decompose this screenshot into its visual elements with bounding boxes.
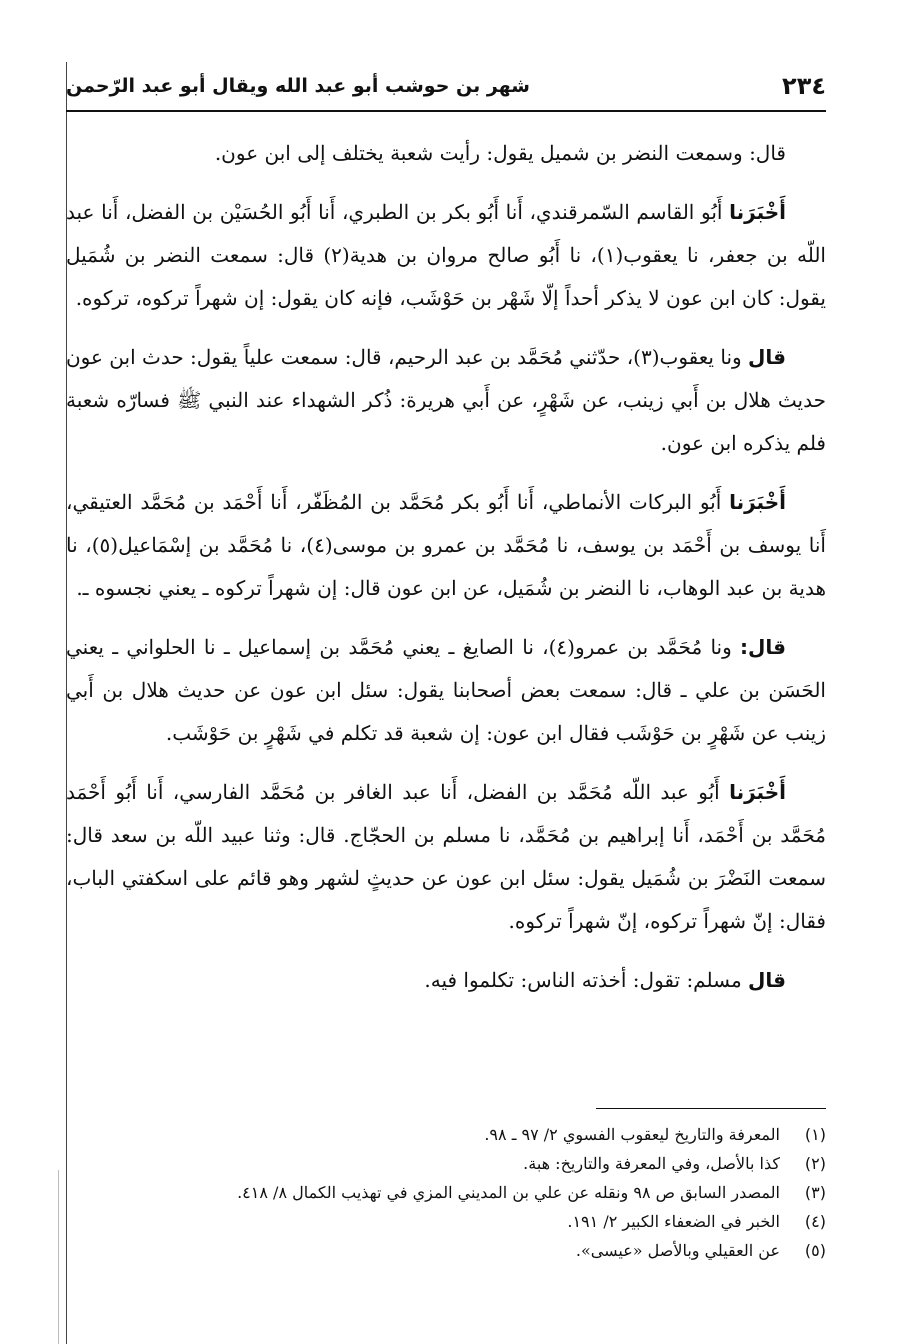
- paragraph-7: [66, 959, 826, 1002]
- page-number: ٢٣٤: [782, 72, 826, 100]
- footnote-number: (٥): [804, 1241, 826, 1260]
- paragraph-text: مسلم: تقول: أخذته الناس: تكلموا فيه.: [424, 968, 749, 992]
- footnote-rule: [596, 1108, 826, 1109]
- paragraph-text: قال: وسمعت النضر بن شميل يقول: رأيت شعبة يختلف إلى ابن عون.: [214, 141, 786, 165]
- running-title: شهر بن حوشب أبو عبد الله ويقال أبو عبد الرّحمن: [66, 75, 530, 97]
- paragraph-text: أَبُو البركات الأنماطي، أَنا أَبُو بكر مُحَمَّد بن المُظَفّر، أَنا أَحْمَد بن مُحَمَّد العتيقي، أَنا يوسف بن أَحْمَد بن يوسف، نا مُحَمَّد بن عمرو بن موسى(٤)، نا مُحَمَّد بن إسْمَاعيل(٥)، نا هدية بن عبد الوهاب، نا النضر بن شُمَيل، عن ابن عون قال: إن شهراً تركوه ـ يعني نجسوه ـ.: [66, 490, 826, 600]
- footnote-text: الخبر في الضعفاء الكبير ٢/ ١٩١.: [567, 1212, 780, 1231]
- paragraph-text: أَبُو عبد اللّه مُحَمَّد بن الفضل، أَنا عبد الغافر بن مُحَمَّد الفارسي، أَنا أَبُو أَحْمَد مُحَمَّد بن أَحْمَد، أَنا إبراهيم بن مُحَمَّد، نا مسلم بن الحجّاج. قال: وثنا عبيد اللّه بن سعد قال: سمعت النَضْرَ بن شُمَيل يقول: سئل ابن عون عن حديثٍ لشهر وهو قائم على اسكفتي الباب، فقال: إنّ شهراً تركوه، إنّ شهراً تركوه.: [66, 780, 826, 933]
- footnote-number: (٣): [804, 1183, 826, 1202]
- paragraph-text: ونا يعقوب(٣)، حدّثني مُحَمَّد بن عبد الرحيم، قال: سمعت علياً يقول: حدث ابن عون حديث هلال بن أَبي زينب، عن شَهْرٍ، عن أَبي هريرة: ذُكر الشهداء عند النبي ﷺ فسارّه شعبة فلم يذكره ابن عون.: [65, 345, 826, 455]
- paragraph-lead: أَخْبَرَنا: [729, 490, 786, 514]
- footnote-4: [66, 1207, 826, 1236]
- footnote-1: [66, 1120, 826, 1149]
- footnote-text: عن العقيلي وبالأصل «عيسى».: [575, 1241, 780, 1260]
- header-rule: [66, 110, 826, 112]
- page-header: [66, 66, 826, 106]
- paragraph-lead: قال: [748, 968, 786, 992]
- footnote-text: المعرفة والتاريخ ليعقوب الفسوي ٢/ ٩٧ ـ ٩٨.: [484, 1125, 780, 1144]
- footnote-3: [66, 1178, 826, 1207]
- paragraph-lead: قال: [748, 345, 786, 369]
- footnote-number: (١): [804, 1125, 826, 1144]
- paragraph-2: [66, 191, 826, 320]
- paragraph-lead: أَخْبَرَنا: [729, 200, 787, 224]
- footnote-2: [66, 1149, 826, 1178]
- footnote-number: (٤): [804, 1212, 826, 1231]
- paragraph-3: [66, 336, 826, 465]
- paragraph-6: [66, 771, 826, 943]
- footnote-text: المصدر السابق ص ٩٨ ونقله عن علي بن المديني المزي في تهذيب الكمال ٨/ ٤١٨.: [237, 1183, 780, 1202]
- footnote-text: كذا بالأصل، وفي المعرفة والتاريخ: هبة.: [523, 1154, 780, 1173]
- paragraph-text: أَبُو القاسم السّمرقندي، أَنا أَبُو بكر بن الطبري، أَنا أَبُو الحُسَيْن بن الفضل، أَنا عبد اللّه بن جعفر، نا يعقوب(١)، نا أَبُو صالح مروان بن هدية(٢) قال: سمعت النضر بن شُمَيل يقول: كان ابن عون لا يذكر أحداً إلّا شَهْر بن حَوْشَب، فإنه كان يقول: إن شهراً تركوه، تركوه.: [66, 200, 826, 310]
- paragraph-lead: قال:: [740, 635, 787, 659]
- footnotes: [66, 1120, 826, 1265]
- footnote-number: (٢): [804, 1154, 826, 1173]
- paragraph-lead: أَخْبَرَنا: [729, 780, 786, 804]
- paragraph-5: [66, 626, 826, 755]
- footnote-5: [66, 1236, 826, 1265]
- scan-edge-line-secondary: [58, 1170, 59, 1344]
- paragraph-1: [66, 132, 826, 175]
- paragraph-text: ونا مُحَمَّد بن عمرو(٤)، نا الصايغ ـ يعني مُحَمَّد بن إسماعيل ـ نا الحلواني ـ يعني الحَسَن بن علي ـ قال: سمعت بعض أصحابنا يقول: سئل ابن عون عن حديث هلال بن أَبي زينب عن شَهْرٍ بن حَوْشَب فقال ابن عون: إن شعبة قد تكلم في شَهْرٍ بن حَوْشَب.: [66, 635, 826, 745]
- paragraph-4: [66, 481, 826, 610]
- main-text: [66, 132, 826, 1002]
